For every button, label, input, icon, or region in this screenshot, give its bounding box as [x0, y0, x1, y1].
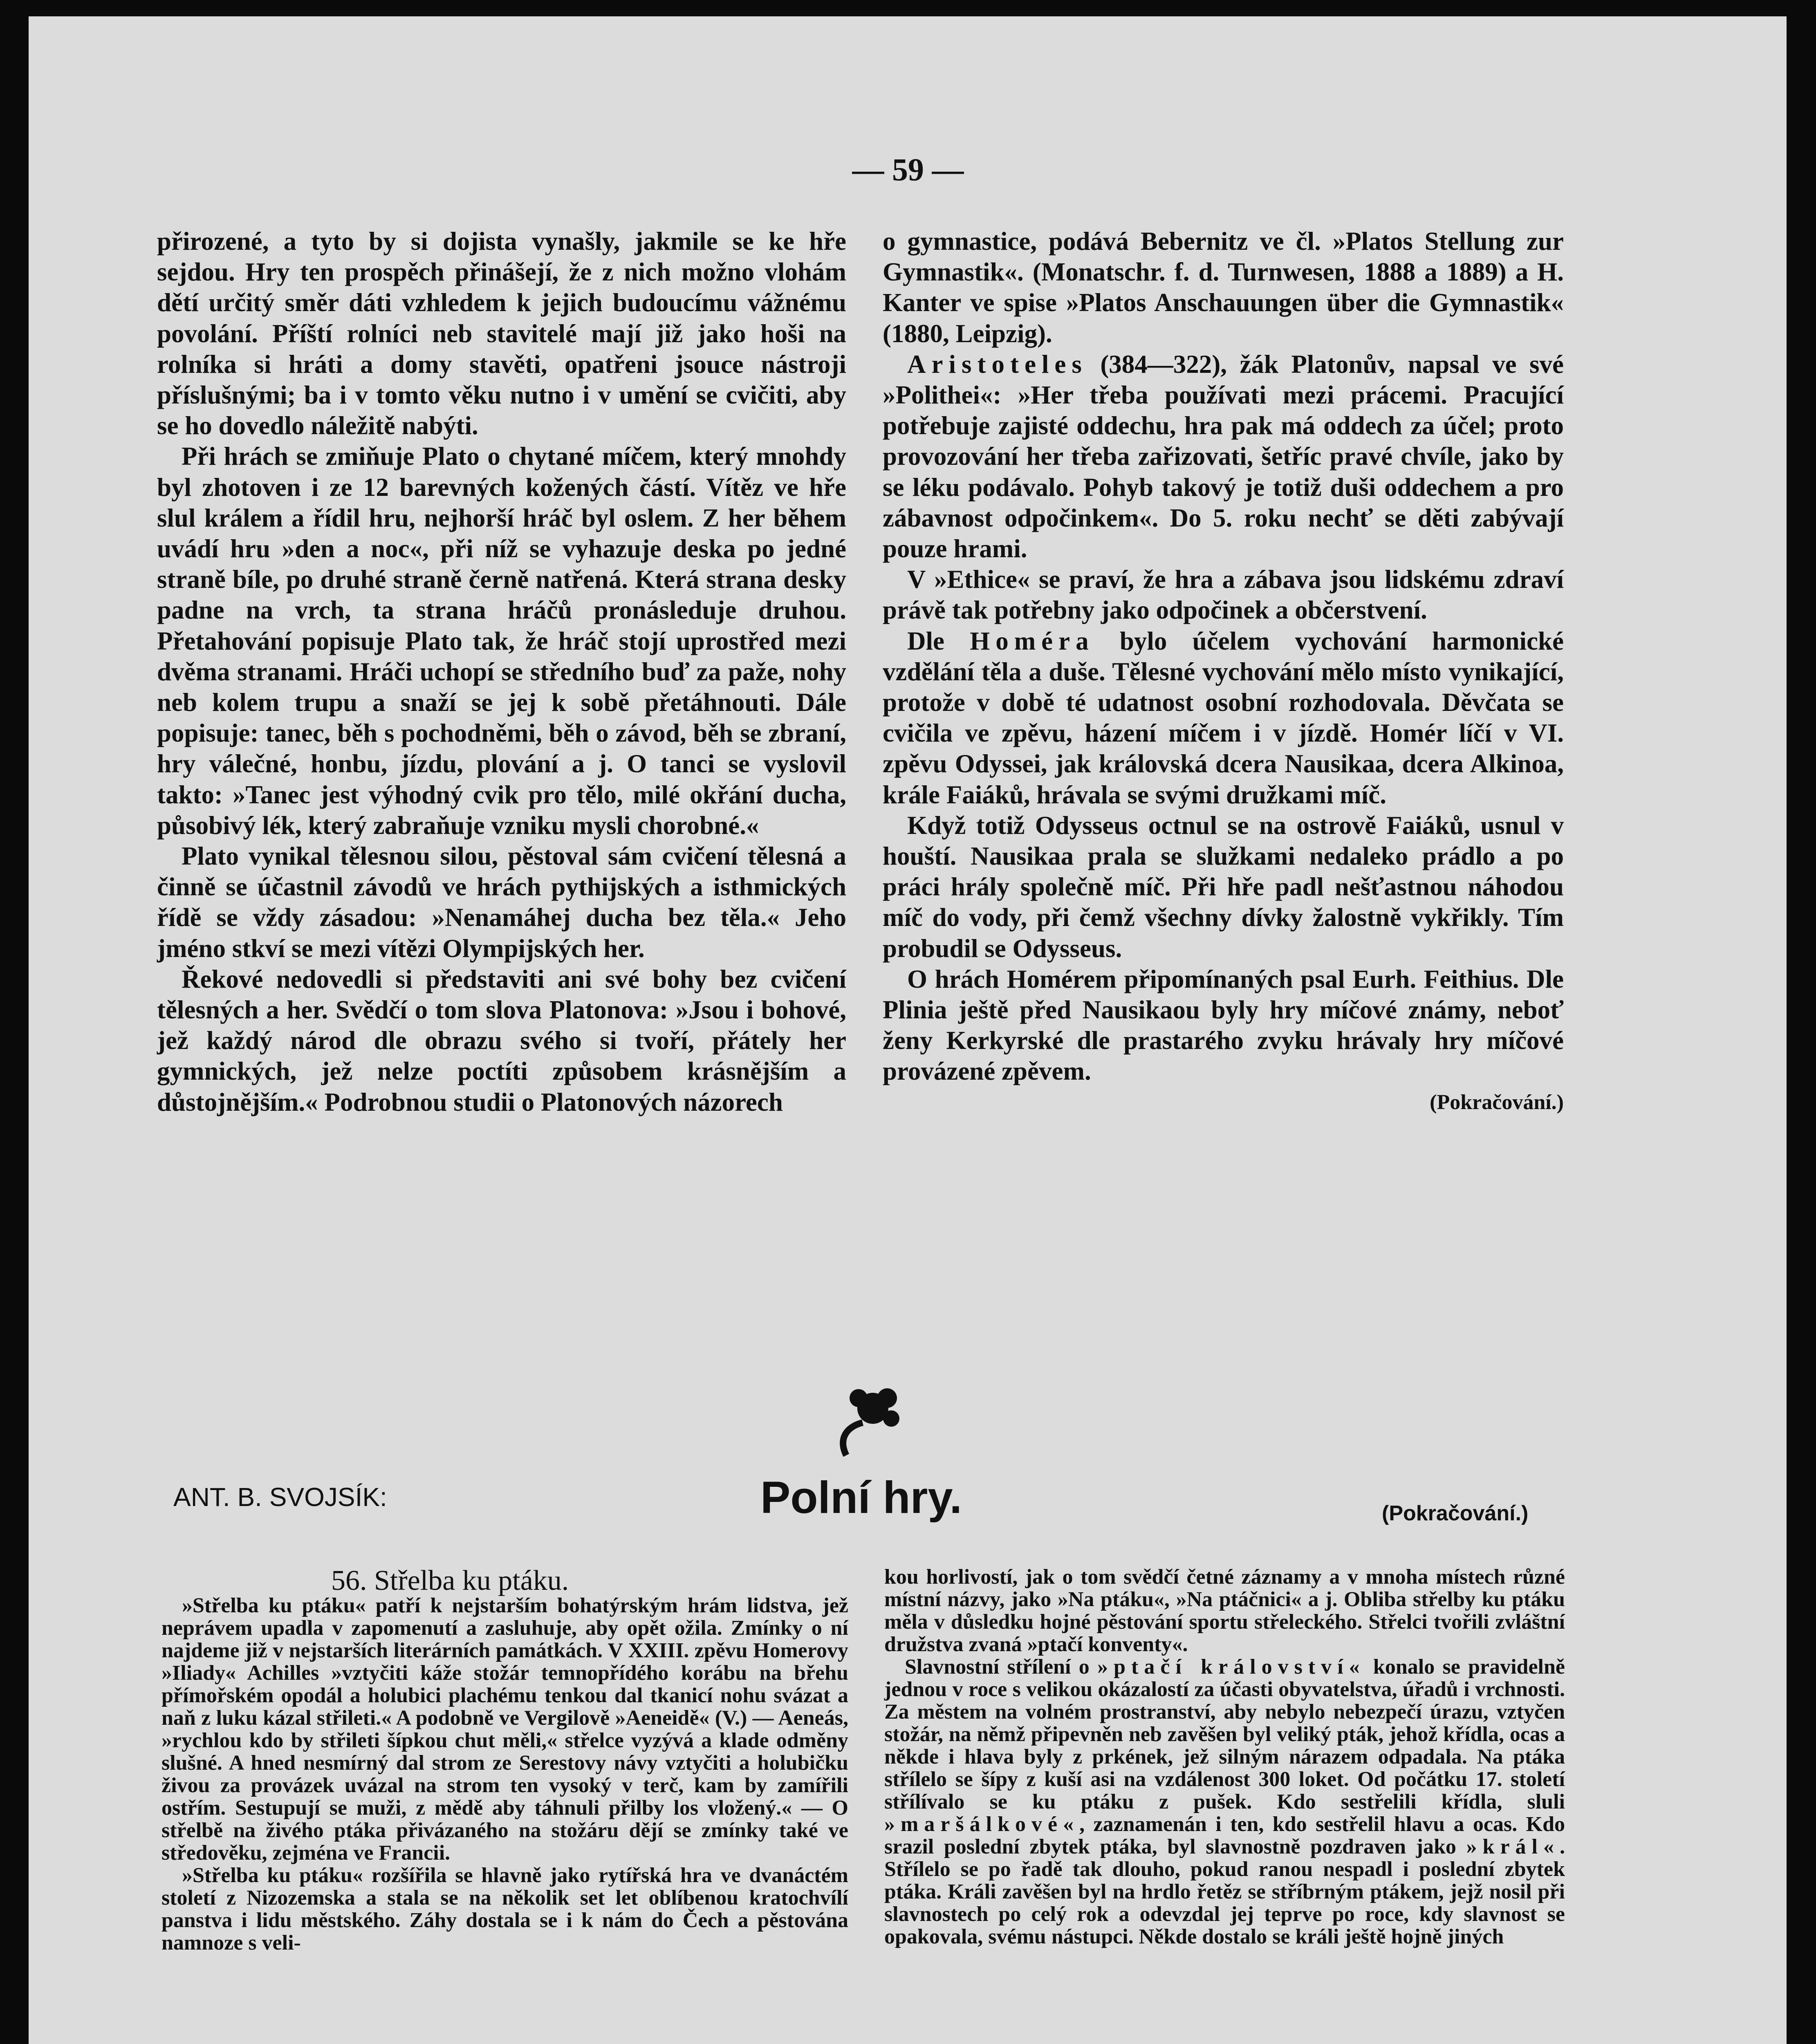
- paragraph: [883, 349, 1564, 564]
- paragraph: Při hrách se zmiňuje Plato o chytané míčem, který mnohdy byl zhotoven i ze 12 barevných kožených částí. Vítěz ve hře slul králem a řídil hru, nejhorší hráč byl oslem. Z her během uvádí hru »den a noc«, při níž se vyhazuje deska po jedné straně bíle, po druhé straně černě natřená. Která strana desky padne na vrch, ta strana hráčů pronásleduje druhou. Přetahování popisuje Plato tak, že hráč stojí uprostřed mezi dvěma stranami. Hráči uchopí se středního buď za paže, nohy neb kolem trupu a snaží se jej k sobě přetáhnouti. Dále popisuje: tanec, běh s pochodněmi, běh o závod, běh se zbraní, hry válečné, honbu, jízdu, plování a j. O tanci se vyslovil takto: »Tanec jest výhodný cvik pro tělo, milé okřání ducha, působivý lék, který zabraňuje vzniku mysli chorobné.«: [157, 442, 846, 840]
- paragraph-text: konalo se pravidelně jednou v roce s velikou okázalostí za účasti obyvatelstva, úřadů i vrchnosti. Za městem na volném prostranství, aby nebylo nebezpečí úrazu, vztyčen stožár, na němž připevněn neb zavěšen byl veliký pták, jehož křídla, ocas a někde i hlava byly z prkének, jež silným nárazem odpadala. Na ptáka střílelo se šípy z kuší asi na vzdálenost 300 loket. Od počátku 17. století střílívalo se ku ptáku z pušek. Kdo sestřelili křídla, sluli: [884, 1655, 1565, 1813]
- paragraph: kou horlivostí, jak o tom svědčí četné záznamy a v mnoha místech různé místní názvy, jako »Na ptáku«, »Na ptáčnici« a j. Obliba střelby ku ptáku měla v důsledku hojné pěstování sportu střeleckého. Střelci tvořili zvláštní družstva zvaná »ptačí konventy«.: [884, 1565, 1565, 1656]
- spaced-term: »ptačí království«: [1097, 1655, 1365, 1679]
- article-author: ANT. B. SVOJSÍK:: [173, 1482, 387, 1512]
- paragraph-text: (384—322), žák Platonův, napsal ve své »Polithei«: »Her třeba používati mezi prácemi. Pracující potřebuje zajisté oddechu, hra pak má oddech za účel; proto provozování her třeba zařizovati, šetříc pravé chvíle, jako by se léku podávalo. Pohyb takový je totiž duši oddechem a pro zábavnost odpočinkem«. Do 5. roku nechť se děti zabývají pouze hrami.: [883, 350, 1564, 563]
- floral-ornament-icon: [830, 1382, 904, 1459]
- spaced-term: »král«: [1466, 1835, 1560, 1858]
- continued-note: (Pokračování.): [1430, 1090, 1564, 1114]
- paragraph: »Střelba ku ptáku« patří k nejstarším bohatýrským hrám lidstva, jež neprávem upadla v zapomenutí a zasluhuje, aby opět ožila. Zmínky o ní najdeme již v nejstarších literárních památkách. V XXIII. zpěvu Homerovy »Iliady« Achilles »vztyčiti káže stožár temnopřídého korábu na břehu přímořském opodál a holubici plachému tenkou dal tkanicí nohu svázat a naň z luku kázal střileti.« A podobně ve Vergilově »Aeneidě« (V.) — Aeneás, »rychlou kdo by střileti šípkou chut měli,« střelce vyzývá a klade odměny slušné. A hned nesmírný dal strom ze Serestovy návy vztyčiti a holubičku živou za provázek uvázal na strom ten vysoký v terč, kam by zamířili ostřím. Sestupují se muži, z mědě aby táhnuli přilby los vložený.« — O střelbě na živého ptáka přivázaného na stožáru dějí se zmínky také ve středověku, zejména ve Francii.: [161, 1594, 848, 1865]
- paragraph: O hrách Homérem připomínaných psal Eurh. Feithius. Dle Plinia ještě před Nausikaou byly hry míčové známy, neboť ženy Kerkyrské dle prastarého zvyku hrávaly hry míčové provázené zpěvem.: [883, 964, 1564, 1086]
- spaced-term: »maršálkové«: [884, 1813, 1080, 1836]
- article-left-column: [161, 1594, 848, 1954]
- paragraph-text: Dle: [907, 626, 970, 655]
- paragraph-text: . Střílelo se po řadě tak dlouho, pokud ranou nespadl i poslední zbytek ptáka. Králi zavěšen byl na hrdlo řetěz se stříbrným ptákem, jejž nosil při slavnostech po celý rok a odevzdal jej teprve po roce, kdy slavnost se opakovala, svému nástupci. Někde dostalo se králi ještě hojně jiných: [884, 1835, 1565, 1948]
- article-right-column: [884, 1566, 1565, 1948]
- spaced-name: Homéra: [970, 626, 1094, 655]
- continued-note: (Pokračování.): [1382, 1502, 1529, 1525]
- page-number: — 59 —: [852, 152, 964, 187]
- section-heading: 56. Střelba ku ptáku.: [331, 1565, 569, 1596]
- paragraph: V »Ethice« se praví, že hra a zábava jsou lidskému zdraví právě tak potřebny jako odpočinek a občerstvení.: [883, 565, 1564, 625]
- paragraph: Řekové nedovedli si představiti ani své bohy bez cvičení tělesných a her. Svědčí o tom slova Platonova: »Jsou i bohové, jež každý národ dle obrazu svého si tvoří, přátely her gymnických, jež nelze poctíti způsobem krásnějším a důstojnějším.« Podrobnou studii o Platonových názorech: [157, 964, 846, 1116]
- left-column: [157, 226, 846, 1118]
- paragraph: Když totiž Odysseus octnul se na ostrově Faiáků, usnul v houští. Nausikaa prala se služkami nedaleko prádlo a po práci hrály společně míč. Při hře padl nešťastnou náhodou míč do vody, při čemž všechny dívky žalostně vykřikly. Tím probudil se Odysseus.: [883, 811, 1564, 963]
- paragraph-text: , zaznamenán i ten, kdo sestřelil hlavu a ocas. Kdo srazil poslední zbytek ptáka, byl slavnostně pozdraven jako: [884, 1813, 1565, 1858]
- paragraph-text: Slavnostní střílení o: [905, 1655, 1098, 1679]
- paragraph: přirozené, a tyto by si dojista vynašly, jakmile se ke hře sejdou. Hry ten prospěch přinášejí, že z nich možno vlohám dětí určitý směr dáti vzhledem k jejich budoucímu vážnému povolání. Příští rolníci neb stavitelé mají již jako hoši na rolníka si hráti a domy stavěti, opatřeni jsouce nástroji příslušnými; ba i v tomto věku nutno i v umění se cvičiti, aby se ho dovedlo náležitě nabýti.: [157, 227, 846, 440]
- paragraph: Plato vynikal tělesnou silou, pěstoval sám cvičení tělesná a činně se účastnil závodů ve hrách pythijských a isthmických řídě se vždy zásadou: »Nenamáhej ducha bez těla.« Jeho jméno stkví se mezi vítězi Olympijských her.: [157, 842, 846, 963]
- paragraph: [884, 1656, 1565, 1948]
- right-column: [883, 226, 1564, 1118]
- paragraph: »Střelba ku ptáku« rozšířila se hlavně jako rytířská hra ve dvanáctém století z Nizozemska a stala se na několik set let oblíbenou kratochvílí panstva i lidu městského. Záhy dostala se i k nám do Čech a pěstována namnoze s veli-: [161, 1864, 848, 1954]
- paragraph: [883, 626, 1564, 810]
- paragraph-text: bylo účelem vychování harmonické vzdělání těla a duše. Tělesné vychování mělo místo vynikající, protože v době té udatnost osobní rozhodovala. Děvčata se cvičila ve zpěvu, házení míčem i v jízdě. Homér líčí v VI. zpěvu Odyssei, jak královská dcera Nausikaa, dcera Alkinoa, krále Faiáků, hrávala se svými družkami míč.: [883, 626, 1564, 809]
- spaced-name: Aristoteles: [907, 350, 1087, 379]
- article-title: Polní hry.: [760, 1472, 962, 1523]
- paragraph: o gymnastice, podává Bebernitz ve čl. »Platos Stellung zur Gymnastik«. (Monatschr. f. d. Turnwesen, 1888 a 1889) a H. Kanter ve spise »Platos Anschauungen über die Gymnastik« (1880, Leipzig).: [883, 227, 1564, 348]
